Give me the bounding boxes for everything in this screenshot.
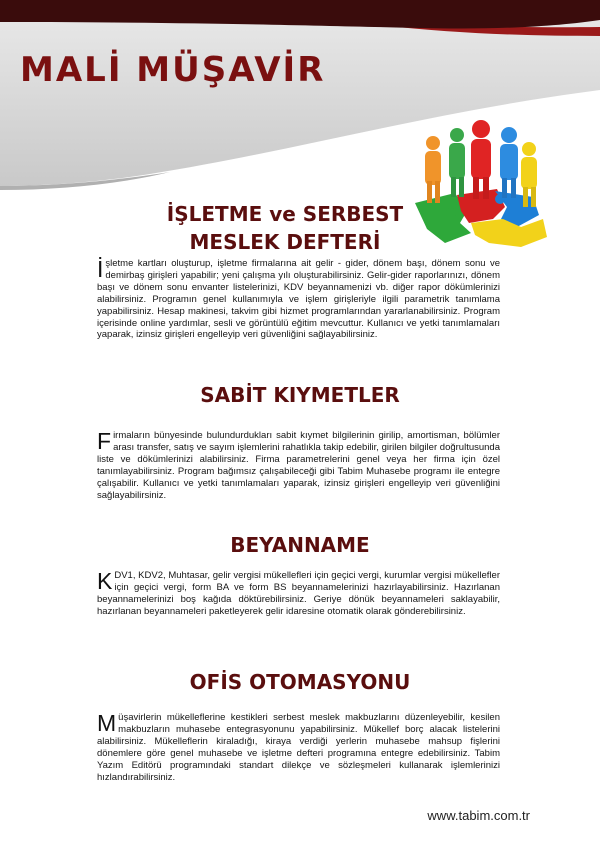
- website-link[interactable]: www.tabim.com.tr: [427, 808, 530, 823]
- section-body-isletme: [97, 258, 500, 341]
- section-heading-beyanname: BEYANNAME: [230, 533, 370, 557]
- section-text: DV1, KDV2, Muhtasar, gelir vergisi mükellefleri için geçici vergi, kurumlar vergisi mükellefler için geçici vergi, form BA ve form BS beyannamelerinizi hazırlayabilirsiniz. Hazırlanan beyannamelerinizi boş kağıda döktürebilirsiniz. Geriye dönük beyannameleri saklayabilir, hazırlanan beyannameleri paketleyerek gelir idaresine otomatik olarak gönderebilirsiniz.: [97, 570, 500, 617]
- drop-initial: F: [97, 428, 112, 454]
- section-body-sabit-kiymetler: [97, 430, 500, 501]
- section-heading-sabit-kiymetler: SABİT KIYMETLER: [200, 383, 400, 407]
- section-body-beyanname: [97, 570, 500, 618]
- section-text: irmaların bünyesinde bulundurdukları sabit kıymet bilgilerinin girilip, amortisman, bölümler arası transfer, satış ve sayım işlemlerini rahatlıkla takip edebilir, girilen bilgiler doğrultusunda liste ve dökümlerinizi alabilirsiniz. Firma parametrelerini genel veya her firma için özel tanımlayabilirsiniz. Program bağımsız çalışabileceği gibi Tabim Muhasebe programı ile entegre çalışabilir. Kullanıcı ve yetki tanımlamaları yaparak, izinsiz girişleri engelleyip veri güvenliğini sağlayabilirsiniz.: [97, 430, 500, 501]
- section-heading-ofis-otomasyonu: OFİS OTOMASYONU: [189, 670, 411, 694]
- section-heading-line2: MESLEK DEFTERİ: [189, 230, 381, 254]
- drop-initial: K: [97, 568, 113, 594]
- drop-initial: İ: [97, 256, 104, 282]
- brand-title: MALİ MÜŞAVİR: [20, 50, 326, 90]
- puzzle-people-illustration: [405, 115, 555, 250]
- drop-initial: M: [97, 710, 117, 736]
- section-text: üşavirlerin mükelleflerine kestikleri serbest meslek makbuzlarını düzenleyebilir, kesilen makbuzların muhasebe entegrasyonunu yapabilirsiniz. Mükellef borç alacak listelerini alabilirsiniz. Mükelleflerin kiraladığı, kiraya verdiği yerlerin muhasebe mahsup fişlerini dönemlere göre genel muhasebe ve işletme defteri programına entegre edebilirsiniz. Tabim Yazım Editörü programındaki standart dilekçe ve sözleşmeleri kullanarak işlemlerinizi hızlandırabilirsiniz.: [97, 712, 500, 783]
- section-text: şletme kartları oluşturup, işletme firmalarına ait gelir - gider, dönem başı, dönem sonu ve demirbaş girişleri yapabilir; yeni çalışma yılı oluşturabilirsiniz. Gelir-gider raporlarınızı, dönem başı ve dönem sonu envanter listelerinizi, KDV beyannamenizi vb. diğer rapor dökümlerinizi alabilirsiniz. Programın genel kullanımıyla ve işlem girişleriyle ilgili parametrik tanımlama yapabilirsiniz. Hesap makinesi, takvim gibi hizmet programlarından yararlanabilirsiniz. Program içerisinde online yardımlar, sesli ve görüntülü eğitim mevcuttur. Kullanıcı ve yetki tanımlamaları yaparak, izinsiz girişleri engelleyip veri güvenliğini sağlayabilirsiniz.: [97, 258, 500, 341]
- section-heading-isletme: [150, 200, 420, 256]
- section-body-ofis-otomasyonu: [97, 712, 500, 783]
- section-heading-line1: İŞLETME ve SERBEST: [166, 202, 404, 226]
